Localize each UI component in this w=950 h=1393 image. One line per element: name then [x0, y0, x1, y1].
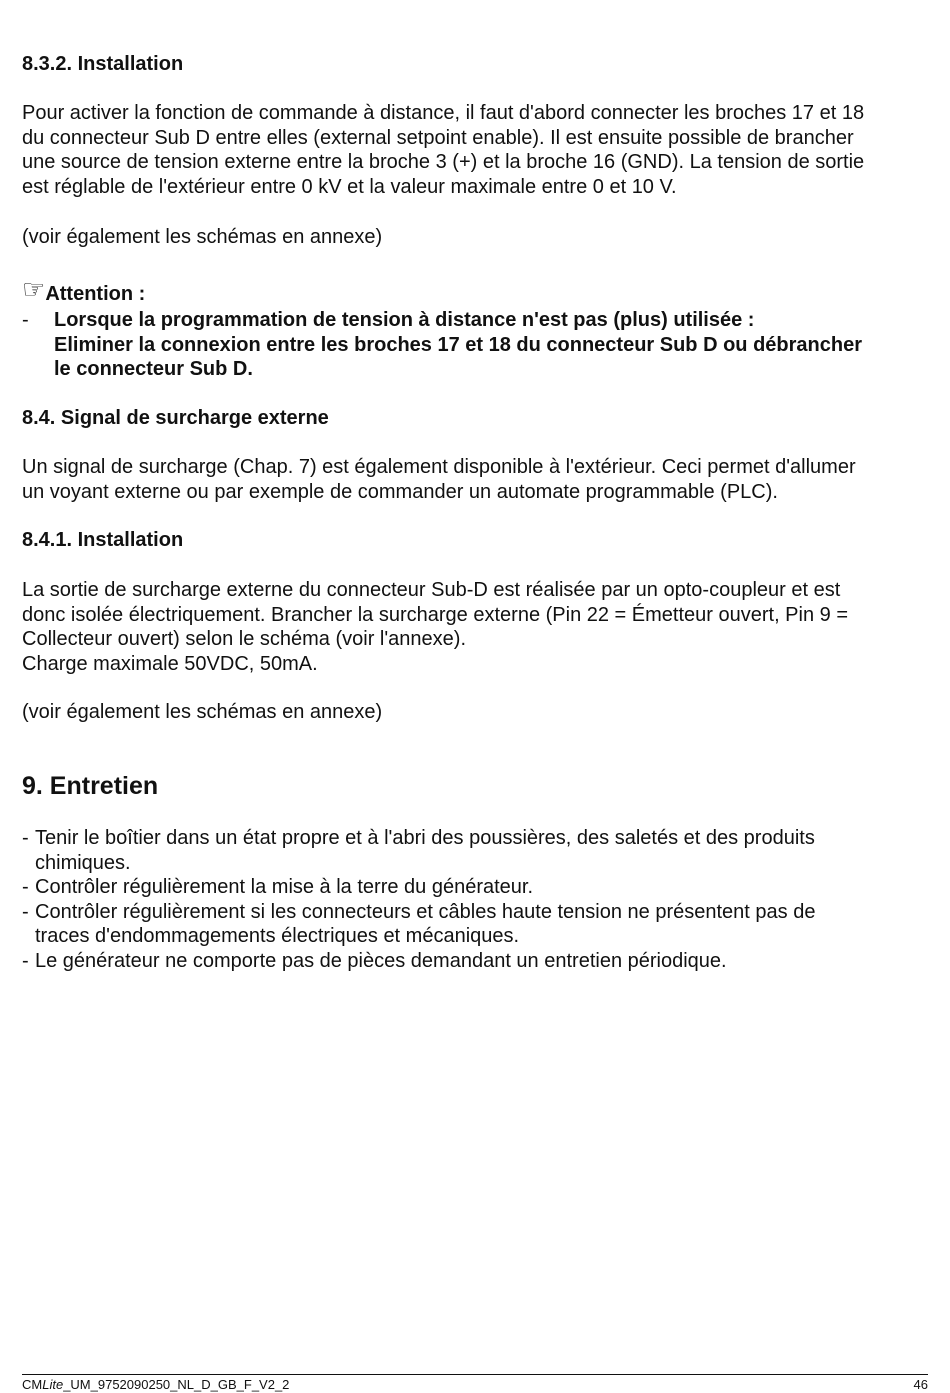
list-dash: - [22, 900, 29, 923]
list-dash: - [22, 309, 29, 331]
list-dash: - [22, 949, 29, 972]
doc-id-italic: Lite [42, 1377, 64, 1392]
text-line: Le générateur ne comporte pas de pièces demandant un entretien périodique. [35, 949, 727, 972]
text-line: (voir également les schémas en annexe) [22, 701, 383, 723]
list-item [22, 875, 815, 900]
text-line: du connecteur Sub D entre elles (external setpoint enable). Il est ensuite possible de brancher [22, 126, 854, 149]
paragraph-see-annex [22, 700, 922, 725]
page-footer [22, 1374, 928, 1393]
list-item [22, 949, 815, 974]
chapter-heading-9: 9. Entretien [22, 772, 159, 800]
section-heading-8-3-2: 8.3.2. Installation [22, 53, 184, 75]
text-line: Collecteur ouvert) selon le schéma (voir l'annexe). [22, 628, 467, 651]
text-line: (voir également les schémas en annexe) [22, 226, 383, 248]
paragraph-overload-output [22, 578, 922, 676]
paragraph-remote-control [22, 101, 922, 199]
text-line: Contrôler régulièrement si les connecteurs et câbles haute tension ne présentent pas de [35, 900, 816, 923]
attention-label: Attention : [45, 283, 146, 305]
attention-heading [22, 274, 146, 306]
text-line: est réglable de l'extérieur entre 0 kV et la valeur maximale entre 0 et 10 V. [22, 175, 677, 198]
doc-id-suffix: _UM_9752090250_NL_D_GB_F_V2_2 [63, 1377, 290, 1392]
text-line: donc isolée électriquement. Brancher la surcharge externe (Pin 22 = Émetteur ouvert, Pin 9 = [22, 603, 849, 626]
page-number: 46 [913, 1377, 928, 1392]
section-heading-8-4-1: 8.4.1. Installation [22, 529, 184, 551]
text-line: traces d'endommagements électriques et mécaniques. [35, 925, 520, 948]
text-line: Contrôler régulièrement la mise à la terre du générateur. [35, 876, 534, 899]
paragraph-see-annex [22, 225, 922, 250]
maintenance-list [22, 826, 815, 974]
paragraph-overload-signal [22, 455, 922, 504]
list-dash: - [22, 876, 29, 899]
list-item [22, 900, 815, 949]
text-line: La sortie de surcharge externe du connecteur Sub-D est réalisée par un opto-coupleur et est [22, 579, 841, 601]
text-line: chimiques. [35, 851, 131, 874]
text-line: Lorsque la programmation de tension à distance n'est pas (plus) utilisée : [54, 309, 755, 331]
text-line: Pour activer la fonction de commande à distance, il faut d'abord connecter les broches 17 et 18 [22, 102, 865, 124]
text-line: un voyant externe ou par exemple de commander un automate programmable (PLC). [22, 480, 778, 503]
document-id [22, 1377, 289, 1393]
list-item [22, 826, 815, 875]
text-line: Eliminer la connexion entre les broches 17 et 18 du connecteur Sub D ou débrancher [54, 333, 862, 356]
doc-id-prefix: CM [22, 1377, 43, 1392]
text-line: Charge maximale 50VDC, 50mA. [22, 652, 318, 675]
pointing-hand-icon: ☞ [22, 274, 46, 304]
text-line: Tenir le boîtier dans un état propre et à l'abri des poussières, des saletés et des produits [35, 827, 815, 849]
text-line: le connecteur Sub D. [54, 358, 253, 381]
text-line: une source de tension externe entre la broche 3 (+) et la broche 16 (GND). La tension de sortie [22, 151, 865, 174]
text-line: Un signal de surcharge (Chap. 7) est également disponible à l'extérieur. Ceci permet d'allumer [22, 456, 856, 478]
section-heading-8-4: 8.4. Signal de surcharge externe [22, 407, 329, 429]
list-dash: - [22, 827, 29, 849]
